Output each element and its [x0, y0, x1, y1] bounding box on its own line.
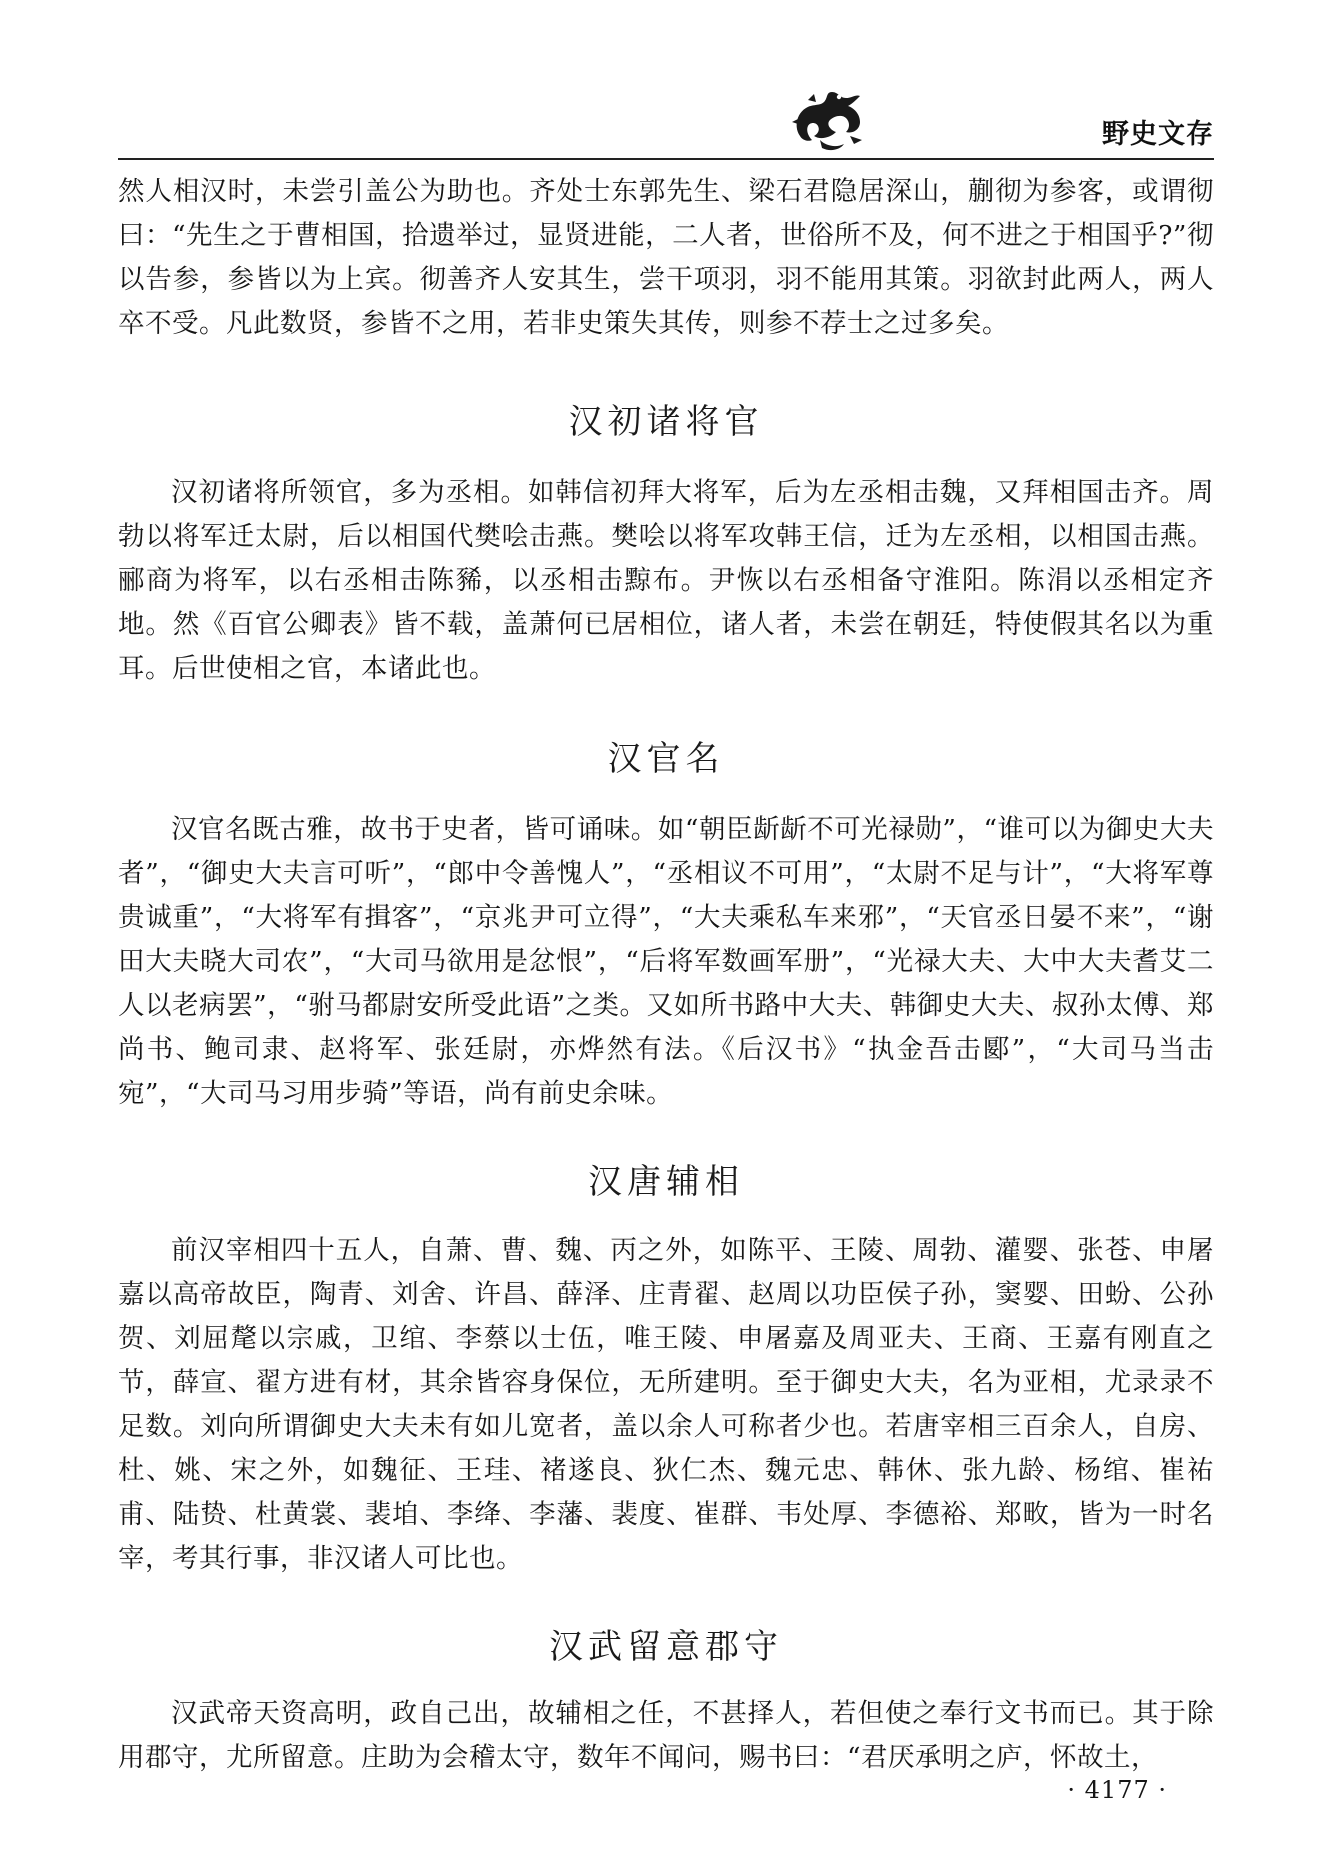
section-body-1: 汉初诸将所领官，多为丞相。如韩信初拜大将军，后为左丞相击魏，又拜相国击齐。周勃以将军迁太尉，后以相国代樊哙击燕。樊哙以将军攻韩王信，迁为左丞相，以相国击燕。郦商为将军，以右丞相击陈豨，以丞相击黥布。尹恢以右丞相备守淮阳。陈涓以丞相定齐地。然《百官公卿表》皆不载，盖萧何已居相位，诸人者，未尝在朝廷，特使假其名以为重耳。后世使相之官，本诸此也。 [118, 477, 1214, 684]
section-title-4: 汉武留意郡守 [549, 1627, 783, 1667]
page-content [118, 170, 1214, 1780]
intro-paragraph: 然人相汉时，未尝引盖公为助也。齐处士东郭先生、梁石君隐居深山，蒯彻为参客，或谓彻曰：“先生之于曹相国，拾遗举过，显贤进能，二人者，世俗所不及，何不进之于相国乎?”彻以告参，参皆以为上宾。彻善齐人安其生，尝干项羽，羽不能用其策。羽欲封此两人，两人卒不受。凡此数贤，参皆不之用，若非史策失其传，则参不荐士之过多矣。 [118, 176, 1214, 339]
page-number: · 4177 · [1067, 1776, 1167, 1804]
section-title-3: 汉唐辅相 [588, 1162, 744, 1202]
page-header [118, 88, 1214, 160]
section-title-1: 汉初诸将官 [568, 402, 764, 442]
section-body-3: 前汉宰相四十五人，自萧、曹、魏、丙之外，如陈平、王陵、周勃、灌婴、张苍、申屠嘉以高帝故臣，陶青、刘舍、许昌、薛泽、庄青翟、赵周以功臣侯子孙，窦婴、田蚡、公孙贺、刘屈氂以宗戚，卫绾、李蔡以士伍，唯王陵、申屠嘉及周亚夫、王商、王嘉有刚直之节，薛宣、翟方进有材，其余皆容身保位，无所建明。至于御史大夫，名为亚相，尤录录不足数。刘向所谓御史大夫未有如儿宽者，盖以余人可称者少也。若唐宰相三百余人，自房、杜、姚、宋之外，如魏征、王珪、褚遂良、狄仁杰、魏元忠、韩休、张九龄、杨绾、崔祐甫、陆贽、杜黄裳、裴垍、李绛、李藩、裴度、崔群、韦处厚、李德裕、郑畋，皆为一时名宰，考其行事，非汉诸人可比也。 [118, 1235, 1214, 1574]
section-body-2: 汉官名既古雅，故书于史者，皆可诵味。如“朝臣龂龂不可光禄勋”，“谁可以为御史大夫者”，“御史大夫言可听”，“郎中令善愧人”，“丞相议不可用”，“太尉不足与计”，“大将军尊贵诚重”，“大将军有揖客”，“京兆尹可立得”，“大夫乘私车来邪”，“天官丞日晏不来”，“谢田大夫晓大司农”，“大司马欲用是忿恨”，“后将军数画军册”，“光禄大夫、大中大夫耆艾二人以老病罢”，“驸马都尉安所受此语”之类。又如所书路中大夫、韩御史大夫、叔孙太傅、郑尚书、鲍司隶、赵将军、张廷尉，亦烨然有法。《后汉书》“执金吾击郾”，“大司马当击宛”，“大司马习用步骑”等语，尚有前史余味。 [118, 814, 1214, 1109]
header-rule [118, 158, 1214, 160]
dragon-emblem-icon [790, 88, 868, 154]
section-body-4: 汉武帝天资高明，政自己出，故辅相之任，不甚择人，若但使之奉行文书而已。其于除用郡守，尤所留意。庄助为会稽太守，数年不闻问，赐书曰：“君厌承明之庐，怀故土， [118, 1698, 1214, 1773]
section-title-2: 汉官名 [607, 739, 725, 779]
series-title: 野史文存 [1102, 119, 1214, 150]
